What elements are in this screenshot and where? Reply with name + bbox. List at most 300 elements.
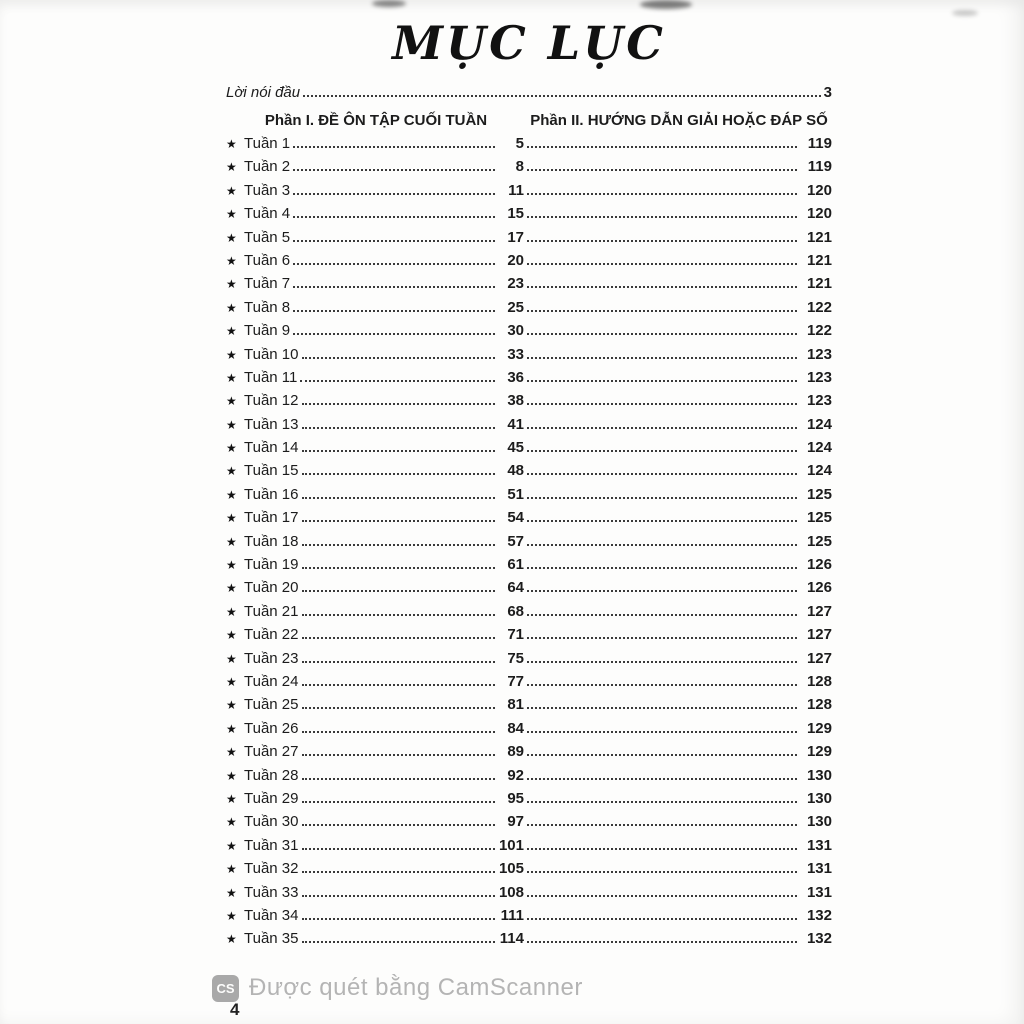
part2-page-number: 126 xyxy=(806,556,832,574)
part1-page-number: 92 xyxy=(507,766,524,784)
toc-row-right-segment xyxy=(524,837,832,854)
week-label: Tuần 11 xyxy=(244,368,298,386)
dot-leader xyxy=(302,684,496,686)
toc-row xyxy=(226,158,832,181)
part2-page-number: 120 xyxy=(806,205,832,223)
week-label: Tuần 9 xyxy=(244,322,291,340)
dot-leader xyxy=(293,263,495,265)
star-icon: ★ xyxy=(226,370,237,385)
week-label: Tuần 3 xyxy=(244,181,291,199)
star-icon: ★ xyxy=(226,160,237,175)
dot-leader xyxy=(527,614,797,616)
week-label: Tuần 10 xyxy=(244,345,299,363)
toc-row xyxy=(226,369,832,392)
dot-leader xyxy=(527,848,797,850)
toc-row xyxy=(226,439,832,462)
week-label: Tuần 2 xyxy=(244,158,291,176)
toc-row-right-segment xyxy=(524,673,832,690)
part1-page-number: 48 xyxy=(507,462,524,480)
dot-leader xyxy=(527,450,797,452)
part1-page-number: 111 xyxy=(500,906,524,924)
part1-page-number: 15 xyxy=(507,205,524,223)
part2-page-number: 130 xyxy=(806,813,832,831)
part2-page-number: 127 xyxy=(806,626,832,644)
star-icon: ★ xyxy=(226,838,237,853)
toc-row xyxy=(226,696,832,719)
column-header-part1: Phần I. ĐỀ ÔN TẬP CUỐI TUẦN xyxy=(264,112,488,129)
toc-content xyxy=(226,16,832,954)
week-label: Tuần 5 xyxy=(244,228,291,246)
part2-page-number: 121 xyxy=(806,275,832,293)
star-icon: ★ xyxy=(226,417,237,432)
toc-row-left-segment xyxy=(226,158,524,175)
week-label: Tuần 14 xyxy=(244,439,299,457)
toc-row-left-segment xyxy=(226,135,524,152)
star-icon: ★ xyxy=(226,137,237,151)
part2-page-number: 125 xyxy=(806,485,832,503)
week-label: Tuần 16 xyxy=(244,485,299,503)
dot-leader xyxy=(527,661,797,663)
part1-page-number: 75 xyxy=(507,649,524,667)
toc-row-left-segment xyxy=(226,790,524,807)
part2-page-number: 129 xyxy=(806,719,832,737)
part2-page-number: 132 xyxy=(806,930,832,948)
toc-row-left-segment xyxy=(226,229,524,246)
star-icon: ★ xyxy=(226,511,237,526)
dot-leader xyxy=(302,614,496,616)
part2-page-number: 125 xyxy=(806,532,832,550)
dot-leader xyxy=(302,801,496,803)
part2-page-number: 129 xyxy=(806,743,832,761)
toc-row-left-segment xyxy=(226,860,524,877)
part2-page-number: 125 xyxy=(806,509,832,527)
dot-leader xyxy=(302,544,496,546)
week-label: Tuần 28 xyxy=(244,766,299,784)
camscanner-logo-icon: CS xyxy=(212,975,239,1002)
part2-page-number: 121 xyxy=(806,251,832,269)
star-icon: ★ xyxy=(226,651,237,666)
intro-label: Lời nói đầu xyxy=(226,84,301,101)
toc-row-right-segment xyxy=(524,158,832,175)
dot-leader xyxy=(293,193,495,195)
scan-smudge xyxy=(952,10,978,16)
toc-row-right-segment xyxy=(524,462,832,479)
dot-leader xyxy=(527,240,797,242)
toc-row xyxy=(226,392,832,415)
toc-row-right-segment xyxy=(524,509,832,526)
dot-leader xyxy=(302,918,496,920)
dot-leader xyxy=(527,637,797,639)
star-icon: ★ xyxy=(226,277,237,292)
part2-page-number: 131 xyxy=(806,860,832,878)
toc-row-right-segment xyxy=(524,299,832,316)
toc-row-right-segment xyxy=(524,322,832,339)
toc-row xyxy=(226,673,832,696)
dot-leader xyxy=(527,357,797,359)
dot-leader xyxy=(300,380,495,382)
toc-row xyxy=(226,626,832,649)
camscanner-watermark xyxy=(212,974,583,1002)
dot-leader xyxy=(302,731,496,733)
dot-leader xyxy=(293,333,495,335)
toc-row-right-segment xyxy=(524,439,832,456)
dot-leader xyxy=(527,286,797,288)
toc-row xyxy=(226,650,832,673)
toc-row-right-segment xyxy=(524,696,832,713)
part2-page-number: 119 xyxy=(807,158,832,176)
week-label: Tuần 26 xyxy=(244,719,299,737)
star-icon: ★ xyxy=(226,721,237,736)
toc-row-right-segment xyxy=(524,603,832,620)
dot-leader xyxy=(527,216,797,218)
toc-row-right-segment xyxy=(524,533,832,550)
part2-page-number: 127 xyxy=(806,602,832,620)
toc-row-left-segment xyxy=(226,322,524,339)
part1-page-number: 38 xyxy=(507,392,524,410)
part2-page-number: 128 xyxy=(806,672,832,690)
page-title: MỤC LỤC xyxy=(392,16,666,70)
week-label: Tuần 29 xyxy=(244,789,299,807)
toc-row xyxy=(226,509,832,532)
week-label: Tuần 27 xyxy=(244,743,299,761)
part2-page-number: 124 xyxy=(806,439,832,457)
toc-row xyxy=(226,837,832,860)
part1-page-number: 51 xyxy=(507,485,524,503)
star-icon: ★ xyxy=(226,908,237,923)
toc-row-left-segment xyxy=(226,299,524,316)
star-icon: ★ xyxy=(226,815,237,830)
dot-leader xyxy=(293,240,495,242)
week-label: Tuần 18 xyxy=(244,532,299,550)
dot-leader xyxy=(293,169,495,171)
toc-row xyxy=(226,579,832,602)
star-icon: ★ xyxy=(226,581,237,596)
star-icon: ★ xyxy=(226,791,237,806)
star-icon: ★ xyxy=(226,347,237,362)
toc-row-right-segment xyxy=(524,650,832,667)
dot-leader xyxy=(527,918,797,920)
dot-leader xyxy=(527,544,797,546)
week-label: Tuần 7 xyxy=(244,275,291,293)
star-icon: ★ xyxy=(226,698,237,713)
dot-leader xyxy=(527,403,797,405)
star-icon: ★ xyxy=(226,862,237,877)
part2-page-number: 124 xyxy=(806,415,832,433)
dot-leader xyxy=(302,661,496,663)
dot-leader xyxy=(527,473,797,475)
toc-row-right-segment xyxy=(524,579,832,596)
toc-row xyxy=(226,813,832,836)
star-icon: ★ xyxy=(226,394,237,409)
dot-leader xyxy=(302,497,496,499)
toc-row xyxy=(226,462,832,485)
dot-leader xyxy=(302,754,496,756)
toc-row xyxy=(226,486,832,509)
toc-row xyxy=(226,860,832,883)
toc-row xyxy=(226,907,832,930)
dot-leader xyxy=(302,871,496,873)
toc-row xyxy=(226,930,832,953)
dot-leader xyxy=(527,333,797,335)
dot-leader xyxy=(302,357,496,359)
toc-row-left-segment xyxy=(226,813,524,830)
toc-row-left-segment xyxy=(226,252,524,269)
part2-page-number: 122 xyxy=(806,298,832,316)
part1-page-number: 77 xyxy=(507,672,524,690)
folio-page-number: 4 xyxy=(230,1000,240,1019)
star-icon: ★ xyxy=(226,745,237,760)
week-label: Tuần 34 xyxy=(244,906,299,924)
toc-row-left-segment xyxy=(226,767,524,784)
toc-row xyxy=(226,743,832,766)
dot-leader xyxy=(527,778,797,780)
dot-leader xyxy=(302,824,496,826)
toc-row-left-segment xyxy=(226,884,524,901)
week-label: Tuần 12 xyxy=(244,392,299,410)
part1-page-number: 41 xyxy=(507,415,524,433)
toc-row-right-segment xyxy=(524,486,832,503)
toc-row-right-segment xyxy=(524,229,832,246)
dot-leader xyxy=(293,310,495,312)
toc-row-left-segment xyxy=(226,556,524,573)
toc-row-right-segment xyxy=(524,626,832,643)
toc-row-left-segment xyxy=(226,907,524,924)
toc-row xyxy=(226,556,832,579)
week-label: Tuần 8 xyxy=(244,298,291,316)
toc-row-right-segment xyxy=(524,252,832,269)
scan-smudge xyxy=(372,0,406,7)
part1-page-number: 105 xyxy=(498,860,524,878)
part1-page-number: 61 xyxy=(507,556,524,574)
column-header-part2: Phần II. HƯỚNG DẪN GIẢI HOẶC ĐÁP SỐ xyxy=(530,112,828,129)
star-icon: ★ xyxy=(226,558,237,573)
toc-row-left-segment xyxy=(226,509,524,526)
dot-leader xyxy=(302,567,496,569)
toc-row-right-segment xyxy=(524,369,832,386)
dot-leader xyxy=(527,169,797,171)
star-icon: ★ xyxy=(226,324,237,339)
dot-leader xyxy=(527,871,797,873)
week-label: Tuần 21 xyxy=(244,602,299,620)
part2-page-number: 126 xyxy=(806,579,832,597)
part1-page-number: 81 xyxy=(507,696,524,714)
part1-page-number: 45 xyxy=(507,439,524,457)
toc-row-right-segment xyxy=(524,860,832,877)
part1-page-number: 97 xyxy=(507,813,524,831)
part1-page-number: 33 xyxy=(507,345,524,363)
toc-row-left-segment xyxy=(226,462,524,479)
dot-leader xyxy=(302,848,496,850)
dot-leader xyxy=(293,146,495,148)
toc-row-left-segment xyxy=(226,603,524,620)
dot-leader xyxy=(527,567,797,569)
dot-leader xyxy=(302,637,496,639)
dot-leader xyxy=(302,473,496,475)
part1-page-number: 84 xyxy=(507,719,524,737)
week-label: Tuần 1 xyxy=(244,135,291,152)
part2-page-number: 123 xyxy=(806,345,832,363)
star-icon: ★ xyxy=(226,604,237,619)
toc-row-left-segment xyxy=(226,650,524,667)
dot-leader xyxy=(527,520,797,522)
part1-page-number: 71 xyxy=(507,626,524,644)
toc-row xyxy=(226,767,832,790)
toc-row-right-segment xyxy=(524,346,832,363)
dot-leader xyxy=(527,731,797,733)
toc-row-left-segment xyxy=(226,579,524,596)
toc-row-right-segment xyxy=(524,275,832,292)
part2-page-number: 130 xyxy=(806,789,832,807)
part1-page-number: 108 xyxy=(498,883,524,901)
part2-page-number: 131 xyxy=(806,883,832,901)
week-label: Tuần 15 xyxy=(244,462,299,480)
toc-row xyxy=(226,884,832,907)
toc-row-left-segment xyxy=(226,416,524,433)
toc-row-left-segment xyxy=(226,720,524,737)
toc-row xyxy=(226,322,832,345)
part1-page-number: 5 xyxy=(515,135,524,152)
scan-smudge xyxy=(640,0,692,9)
week-label: Tuần 20 xyxy=(244,579,299,597)
dot-leader xyxy=(527,590,797,592)
toc-row xyxy=(226,720,832,743)
toc-row-left-segment xyxy=(226,275,524,292)
part1-page-number: 89 xyxy=(507,743,524,761)
toc-row-left-segment xyxy=(226,696,524,713)
star-icon: ★ xyxy=(226,628,237,643)
toc-row-right-segment xyxy=(524,930,832,947)
toc-intro-row xyxy=(226,84,832,108)
part1-page-number: 8 xyxy=(515,158,524,176)
dot-leader xyxy=(527,801,797,803)
part1-page-number: 68 xyxy=(507,602,524,620)
star-icon: ★ xyxy=(226,253,237,268)
toc-row-left-segment xyxy=(226,439,524,456)
toc-row-right-segment xyxy=(524,205,832,222)
part2-page-number: 122 xyxy=(806,322,832,340)
toc-row-right-segment xyxy=(524,416,832,433)
toc-row-left-segment xyxy=(226,346,524,363)
star-icon: ★ xyxy=(226,183,237,198)
toc-row-left-segment xyxy=(226,486,524,503)
part2-page-number: 120 xyxy=(806,181,832,199)
star-icon: ★ xyxy=(226,230,237,245)
dot-leader xyxy=(527,895,797,897)
week-label: Tuần 4 xyxy=(244,205,291,223)
toc-row xyxy=(226,205,832,228)
toc-row xyxy=(226,299,832,322)
toc-row xyxy=(226,603,832,626)
star-icon: ★ xyxy=(226,487,237,502)
star-icon: ★ xyxy=(226,441,237,456)
toc-row-right-segment xyxy=(524,884,832,901)
dot-leader xyxy=(527,380,797,382)
dot-leader xyxy=(303,95,821,97)
toc-row xyxy=(226,229,832,252)
dot-leader xyxy=(527,941,797,943)
dot-leader xyxy=(302,941,496,943)
week-label: Tuần 35 xyxy=(244,930,299,948)
toc-row-right-segment xyxy=(524,135,832,152)
toc-row-left-segment xyxy=(226,533,524,550)
part1-page-number: 54 xyxy=(507,509,524,527)
dot-leader xyxy=(527,497,797,499)
star-icon: ★ xyxy=(226,768,237,783)
toc-row-left-segment xyxy=(226,369,524,386)
toc-row-right-segment xyxy=(524,392,832,409)
week-label: Tuần 32 xyxy=(244,860,299,878)
dot-leader xyxy=(302,403,496,405)
star-icon: ★ xyxy=(226,534,237,549)
star-icon: ★ xyxy=(226,885,237,900)
toc-row-right-segment xyxy=(524,767,832,784)
star-icon: ★ xyxy=(226,674,237,689)
part2-page-number: 130 xyxy=(806,766,832,784)
part1-page-number: 36 xyxy=(507,368,524,386)
toc-row xyxy=(226,182,832,205)
week-label: Tuần 25 xyxy=(244,696,299,714)
part1-page-number: 101 xyxy=(498,836,524,854)
part1-page-number: 114 xyxy=(499,930,524,948)
part1-page-number: 20 xyxy=(507,251,524,269)
toc-row xyxy=(226,346,832,369)
week-label: Tuần 22 xyxy=(244,626,299,644)
week-label: Tuần 30 xyxy=(244,813,299,831)
dot-leader xyxy=(302,427,496,429)
week-label: Tuần 17 xyxy=(244,509,299,527)
part2-page-number: 124 xyxy=(806,462,832,480)
dot-leader xyxy=(527,310,797,312)
toc-row-right-segment xyxy=(524,907,832,924)
week-label: Tuần 23 xyxy=(244,649,299,667)
star-icon: ★ xyxy=(226,464,237,479)
toc-row-right-segment xyxy=(524,790,832,807)
toc-row-left-segment xyxy=(226,205,524,222)
toc-row xyxy=(226,533,832,556)
toc-row-right-segment xyxy=(524,720,832,737)
part2-page-number: 123 xyxy=(806,368,832,386)
dot-leader xyxy=(302,707,496,709)
part2-page-number: 119 xyxy=(807,135,832,152)
week-label: Tuần 13 xyxy=(244,415,299,433)
dot-leader xyxy=(527,754,797,756)
toc-row-left-segment xyxy=(226,673,524,690)
toc-row-left-segment xyxy=(226,626,524,643)
dot-leader xyxy=(527,193,797,195)
star-icon: ★ xyxy=(226,932,237,947)
week-label: Tuần 33 xyxy=(244,883,299,901)
dot-leader xyxy=(302,520,496,522)
watermark-text: Được quét bằng CamScanner xyxy=(249,974,583,1001)
part1-page-number: 11 xyxy=(508,181,524,199)
toc-row-left-segment xyxy=(226,930,524,947)
week-label: Tuần 31 xyxy=(244,836,299,854)
intro-page-number: 3 xyxy=(823,84,832,101)
toc-rows xyxy=(226,135,832,954)
part2-page-number: 127 xyxy=(806,649,832,667)
toc-row xyxy=(226,135,832,158)
star-icon: ★ xyxy=(226,207,237,222)
dot-leader xyxy=(302,895,496,897)
part2-page-number: 131 xyxy=(806,836,832,854)
week-label: Tuần 6 xyxy=(244,251,291,269)
week-label: Tuần 19 xyxy=(244,556,299,574)
part1-page-number: 64 xyxy=(507,579,524,597)
dot-leader xyxy=(527,824,797,826)
part2-page-number: 132 xyxy=(806,906,832,924)
part1-page-number: 17 xyxy=(507,228,524,246)
toc-row-left-segment xyxy=(226,392,524,409)
